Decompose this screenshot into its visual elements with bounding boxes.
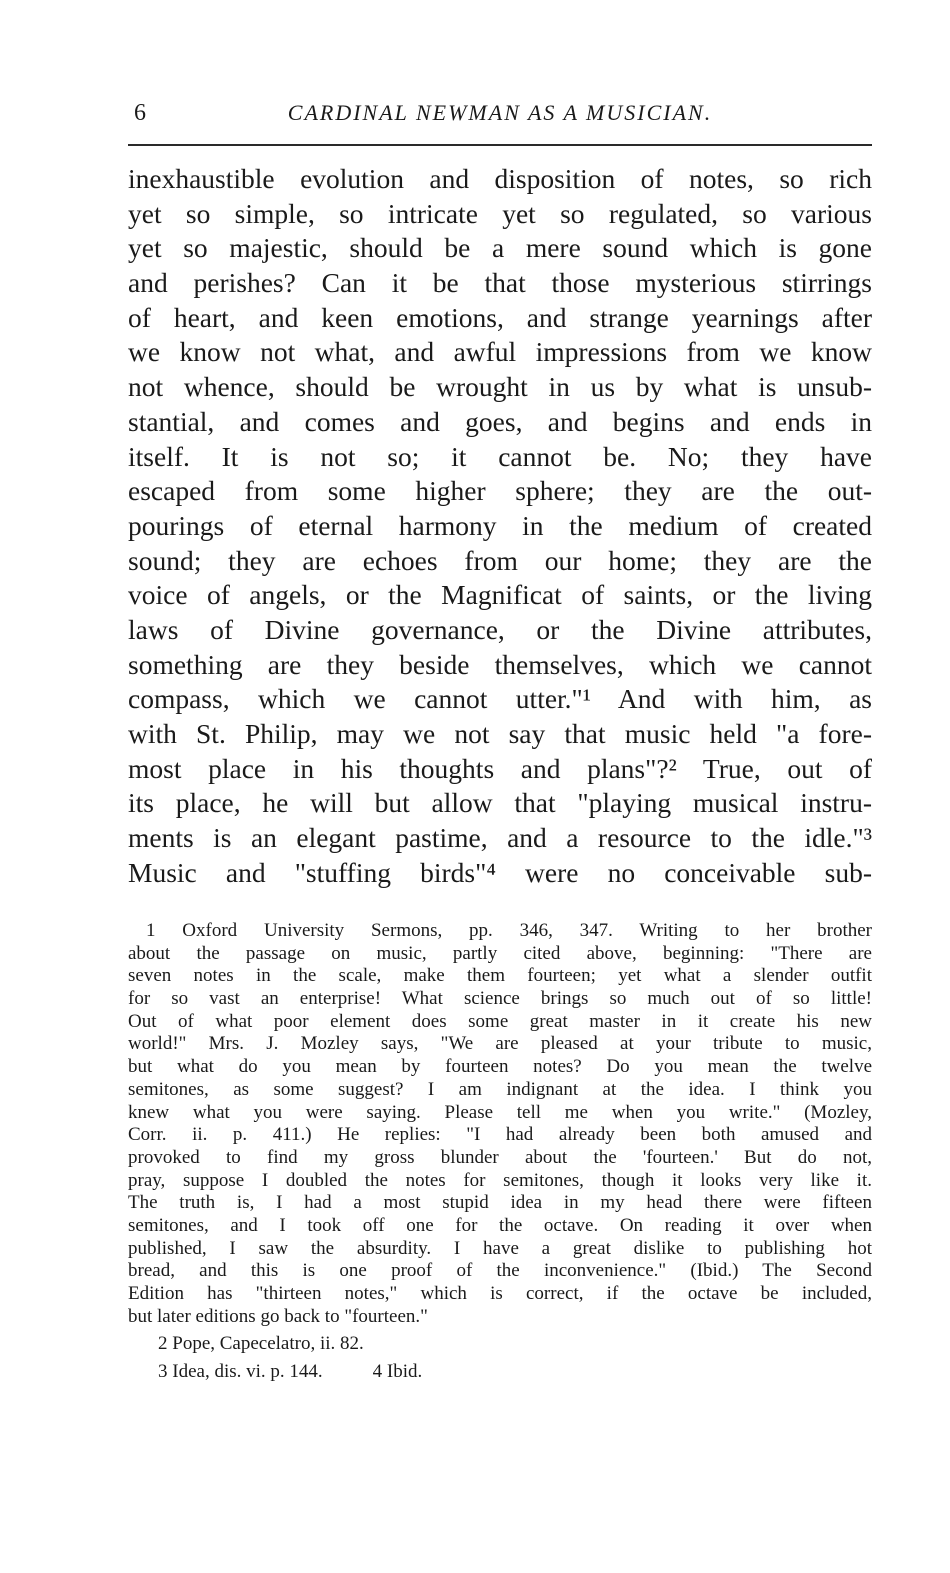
body-line: sound; they are echoes from our home; they are the bbox=[128, 544, 872, 576]
body-line: pourings of eternal harmony in the medium of created bbox=[128, 509, 872, 541]
body-line: laws of Divine governance, or the Divine attributes, bbox=[128, 613, 872, 645]
page-number: 6 bbox=[134, 100, 146, 126]
footnote-line: for so vast an enterprise! What science brings so much out of so little! bbox=[128, 988, 872, 1010]
footnote-1 bbox=[128, 920, 872, 1328]
footnote-line: The truth is, I had a most stupid idea in my head there were fifteen bbox=[128, 1192, 872, 1214]
footnote-3: 3 Idea, dis. vi. p. 144. bbox=[158, 1361, 323, 1383]
footnote-line: Out of what poor element does some great master in it create his new bbox=[128, 1010, 872, 1032]
running-title: CARDINAL NEWMAN AS A MUSICIAN. bbox=[287, 100, 713, 125]
footnote-line: but later editions go back to "fourteen." bbox=[128, 1305, 428, 1327]
page-header bbox=[128, 100, 872, 136]
footnote-line: Edition has "thirteen notes," which is correct, if the octave be included, bbox=[128, 1283, 872, 1304]
footnote-line: published, I saw the absurdity. I have a great dislike to publishing hot bbox=[128, 1237, 872, 1259]
body-line: of heart, and keen emotions, and strange yearnings after bbox=[128, 301, 872, 333]
footnote-3-4 bbox=[128, 1360, 872, 1384]
body-line: itself. It is not so; it cannot be. No; they have bbox=[128, 440, 872, 472]
footnote-line: bread, and this is one proof of the inconvenience." (Ibid.) The Second bbox=[128, 1260, 872, 1282]
body-line: its place, he will but allow that "playing musical instru- bbox=[128, 787, 872, 819]
footnote-line: semitones, and I took off one for the octave. On reading it over when bbox=[128, 1214, 872, 1236]
body-text bbox=[128, 162, 872, 890]
body-line: yet so majestic, should be a mere sound which is gone bbox=[128, 232, 872, 264]
footnote-line: pray, suppose I doubled the notes for semitones, though it looks very like it. bbox=[128, 1169, 872, 1191]
body-line: not whence, should be wrought in us by what is unsub- bbox=[128, 371, 872, 403]
body-line: we know not what, and awful impressions from we know bbox=[128, 336, 872, 368]
footnote-line: provoked to find my gross blunder about the 'fourteen.' But do not, bbox=[128, 1146, 872, 1168]
body-line: yet so simple, so intricate yet so regulated, so various bbox=[128, 197, 872, 229]
header-rule bbox=[128, 144, 872, 146]
footnote-line: knew what you were saying. Please tell me when you write." (Mozley, bbox=[128, 1101, 872, 1123]
body-line: most place in his thoughts and plans"?² True, out of bbox=[128, 752, 872, 784]
body-line: something are they beside themselves, which we cannot bbox=[128, 648, 872, 680]
body-line: Music and "stuffing birds"⁴ were no conceivable sub- bbox=[128, 856, 872, 888]
footnote-line: but what do you mean by fourteen notes? Do you mean the twelve bbox=[128, 1056, 872, 1078]
body-line: with St. Philip, may we not say that music held "a fore- bbox=[128, 718, 872, 749]
footnote-line: Corr. ii. p. 411.) He replies: "I had already been both amused and bbox=[128, 1124, 872, 1146]
footnote-line: 1 Oxford University Sermons, pp. 346, 347. Writing to her brother bbox=[146, 920, 872, 941]
body-line: ments is an elegant pastime, and a resource to the idle."³ bbox=[128, 822, 872, 854]
body-line: compass, which we cannot utter."¹ And with him, as bbox=[128, 683, 872, 715]
footnote-line: semitones, as some suggest? I am indignant at the idea. I think you bbox=[128, 1078, 872, 1100]
footnote-4: 4 Ibid. bbox=[372, 1361, 423, 1383]
footnote-line: about the passage on music, partly cited above, beginning: "There are bbox=[128, 942, 872, 964]
footnote-2: 2 Pope, Capecelatro, ii. 82. bbox=[158, 1333, 364, 1355]
footnotes bbox=[128, 920, 872, 1384]
footnote-line: world!" Mrs. J. Mozley says, "We are pleased at your tribute to music, bbox=[128, 1033, 872, 1055]
body-line: escaped from some higher sphere; they are the out- bbox=[128, 475, 872, 507]
body-line: inexhaustible evolution and disposition of notes, so rich bbox=[128, 163, 872, 194]
body-line: stantial, and comes and goes, and begins and ends in bbox=[128, 405, 872, 437]
body-line: voice of angels, or the Magnificat of saints, or the living bbox=[128, 579, 872, 611]
footnote-line: seven notes in the scale, make them fourteen; yet what a slender outfit bbox=[128, 965, 872, 987]
body-line: and perishes? Can it be that those mysterious stirrings bbox=[128, 267, 872, 299]
